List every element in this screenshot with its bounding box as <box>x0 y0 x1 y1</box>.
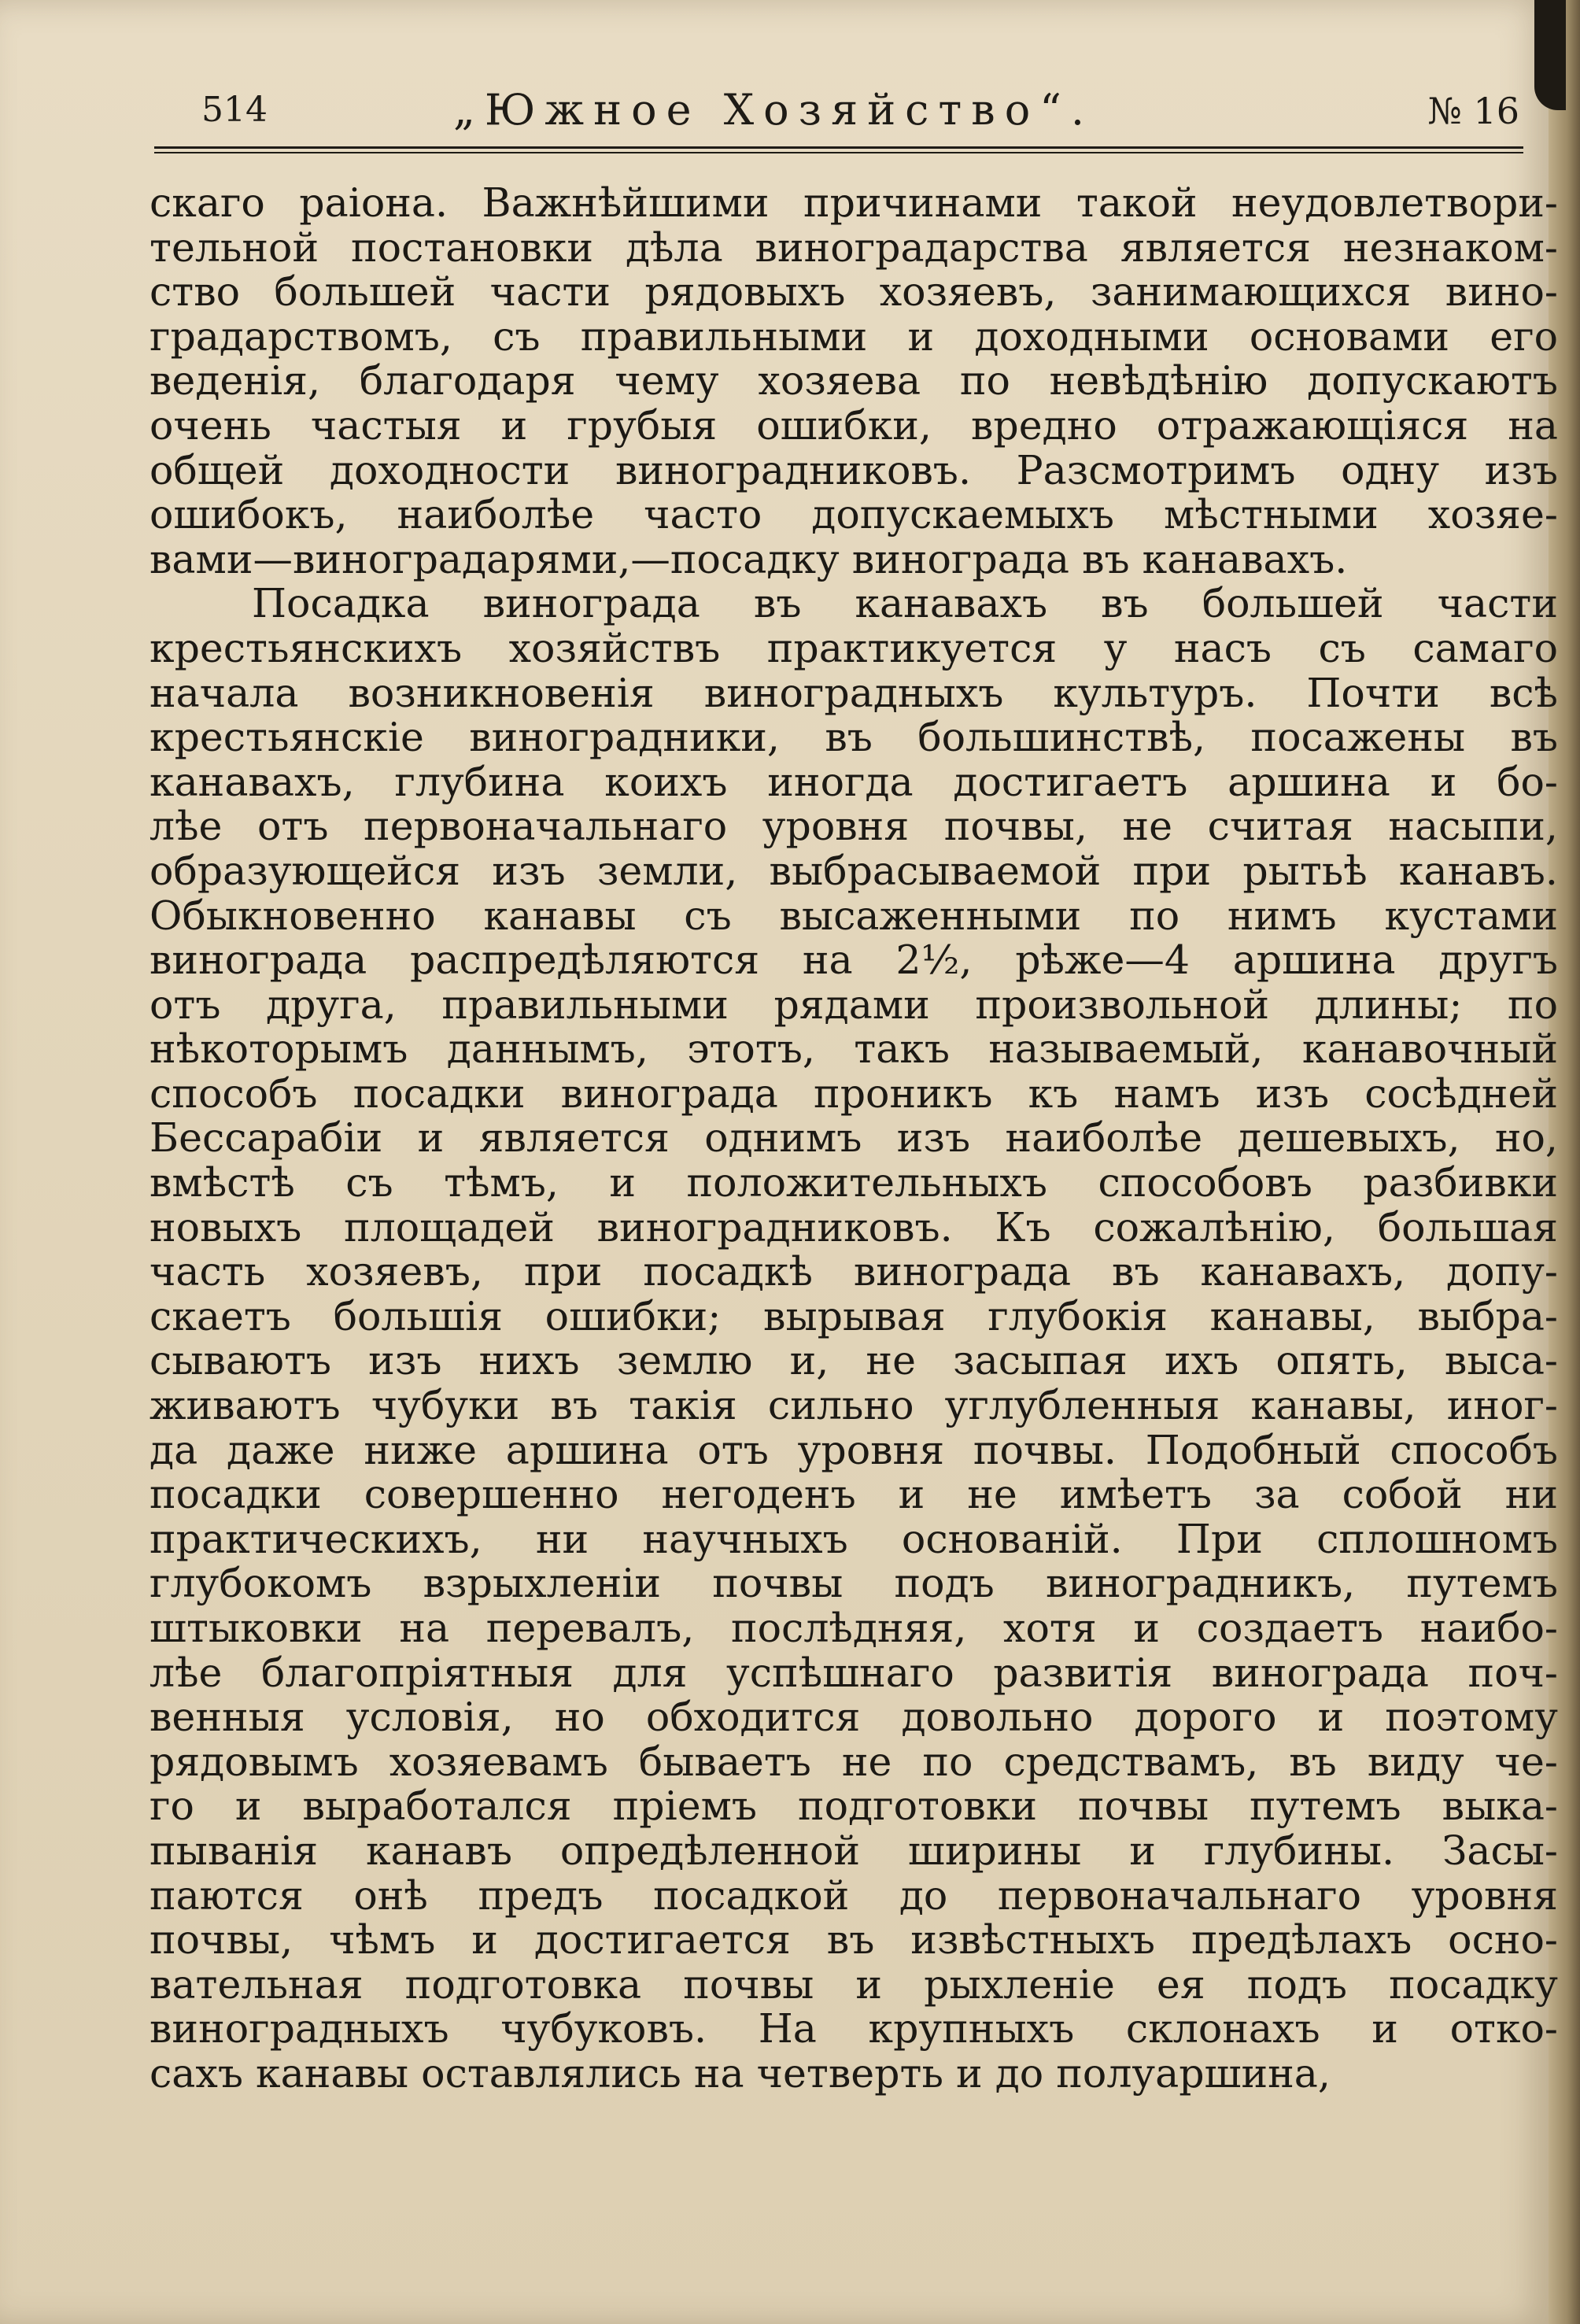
text-line: винограда распредѣляются на 2½, рѣже—4 аршина другъ <box>150 938 1558 983</box>
text-line: нѣкоторымъ даннымъ, этотъ, такъ называемый, канавочный <box>150 1027 1558 1072</box>
text-line: глубокомъ взрыхленіи почвы подъ виноградникъ, путемъ <box>150 1561 1558 1606</box>
text-line: образующейся изъ земли, выбрасываемой при рытьѣ канавъ. <box>150 848 1558 894</box>
text-line: рядовымъ хозяевамъ бываетъ не по средствамъ, въ виду че- <box>150 1739 1558 1785</box>
paragraph-2 <box>150 582 1558 2096</box>
text-line: сываютъ изъ нихъ землю и, не засыпая ихъ опять, выса- <box>150 1339 1558 1384</box>
text-line: новыхъ площадей виноградниковъ. Къ сожалѣнію, большая <box>150 1205 1558 1251</box>
text-line: штыковки на перевалъ, послѣдняя, хотя и создаетъ наибо- <box>150 1606 1558 1651</box>
scan-shadow <box>1534 0 1566 110</box>
text-line: канавахъ, глубина коихъ иногда достигаетъ аршина и бо- <box>150 759 1558 805</box>
text-line: градарствомъ, съ правильными и доходными основами его <box>150 314 1558 360</box>
text-line: практическихъ, ни научныхъ основаній. При сплошномъ <box>150 1517 1558 1562</box>
text-line: способъ посадки винограда проникъ къ намъ изъ сосѣдней <box>150 1071 1558 1117</box>
text-line: отъ друга, правильными рядами произвольной длины; по <box>150 982 1558 1028</box>
paragraph-1 <box>150 181 1558 582</box>
text-line: скаго раіона. Важнѣйшими причинами такой неудовлетвори- <box>150 181 1558 226</box>
header-rule <box>154 146 1523 153</box>
text-line: посадки совершенно негоденъ и не имѣетъ за собой ни <box>150 1472 1558 1517</box>
article-body <box>150 181 1558 2097</box>
text-line: веденія, благодаря чему хозяева по невѣдѣнію допускаютъ <box>150 359 1558 404</box>
text-line: скаетъ большія ошибки; вырывая глубокія канавы, выбра- <box>150 1294 1558 1339</box>
page-number: 514 <box>201 90 268 130</box>
text-line: часть хозяевъ, при посадкѣ винограда въ канавахъ, допу- <box>150 1250 1558 1295</box>
text-line: венныя условія, но обходится довольно дорого и поэтому <box>150 1695 1558 1740</box>
text-line: Бессарабіи и является однимъ изъ наиболѣе дешевыхъ, но, <box>150 1116 1558 1162</box>
text-line: крестьянскихъ хозяйствъ практикуется у насъ съ самаго <box>150 626 1558 671</box>
text-line: паются онѣ предъ посадкой до первоначальнаго уровня <box>150 1873 1558 1919</box>
text-line: ошибокъ, наиболѣе часто допускаемыхъ мѣстными хозяе- <box>150 493 1558 538</box>
text-line: пыванія канавъ опредѣленной ширины и глубины. Засы- <box>150 1828 1558 1874</box>
text-line: крестьянскіе виноградники, въ большинствѣ, посажены въ <box>150 715 1558 760</box>
text-line: живаютъ чубуки въ такія сильно углубленныя канавы, иног- <box>150 1384 1558 1428</box>
text-line: виноградныхъ чубуковъ. На крупныхъ склонахъ и отко- <box>150 2007 1558 2052</box>
running-header <box>154 85 1519 148</box>
text-line: да даже ниже аршина отъ уровня почвы. Подобный способъ <box>150 1428 1558 1473</box>
text-line: вательная подготовка почвы и рыхленіе ея подъ посадку <box>150 1962 1558 2008</box>
text-line: сахъ канавы оставлялись на четверть и до полуаршина, <box>150 2051 1331 2097</box>
text-line: тельной постановки дѣла виноградарства является незнаком- <box>150 225 1558 271</box>
text-line: вмѣстѣ съ тѣмъ, и положительныхъ способовъ разбивки <box>150 1161 1558 1206</box>
text-line: лѣе отъ первоначальнаго уровня почвы, не считая насыпи, <box>150 804 1558 849</box>
text-line: Обыкновенно канавы съ высаженными по нимъ кустами <box>150 893 1558 939</box>
running-title: „Южное Хозяйство“. <box>453 85 1094 135</box>
text-line: начала возникновенія виноградныхъ культуръ. Почти всѣ <box>150 671 1558 716</box>
text-line: общей доходности виноградниковъ. Разсмотримъ одну изъ <box>150 448 1558 493</box>
text-line: почвы, чѣмъ и достигается въ извѣстныхъ предѣлахъ осно- <box>150 1918 1558 1963</box>
text-line: Посадка винограда въ канавахъ въ большей части <box>252 582 1558 626</box>
issue-number: № 16 <box>1427 90 1519 132</box>
text-line: ство большей части рядовыхъ хозяевъ, занимающихся вино- <box>150 270 1558 315</box>
text-line: очень частыя и грубыя ошибки, вредно отражающіяся на <box>150 403 1558 449</box>
text-line: вами—виноградарями,—посадку винограда въ канавахъ. <box>150 537 1348 582</box>
text-line: лѣе благопріятныя для успѣшнаго развитія винограда поч- <box>150 1650 1558 1696</box>
text-line: го и выработался пріемъ подготовки почвы путемъ выка- <box>150 1784 1558 1829</box>
